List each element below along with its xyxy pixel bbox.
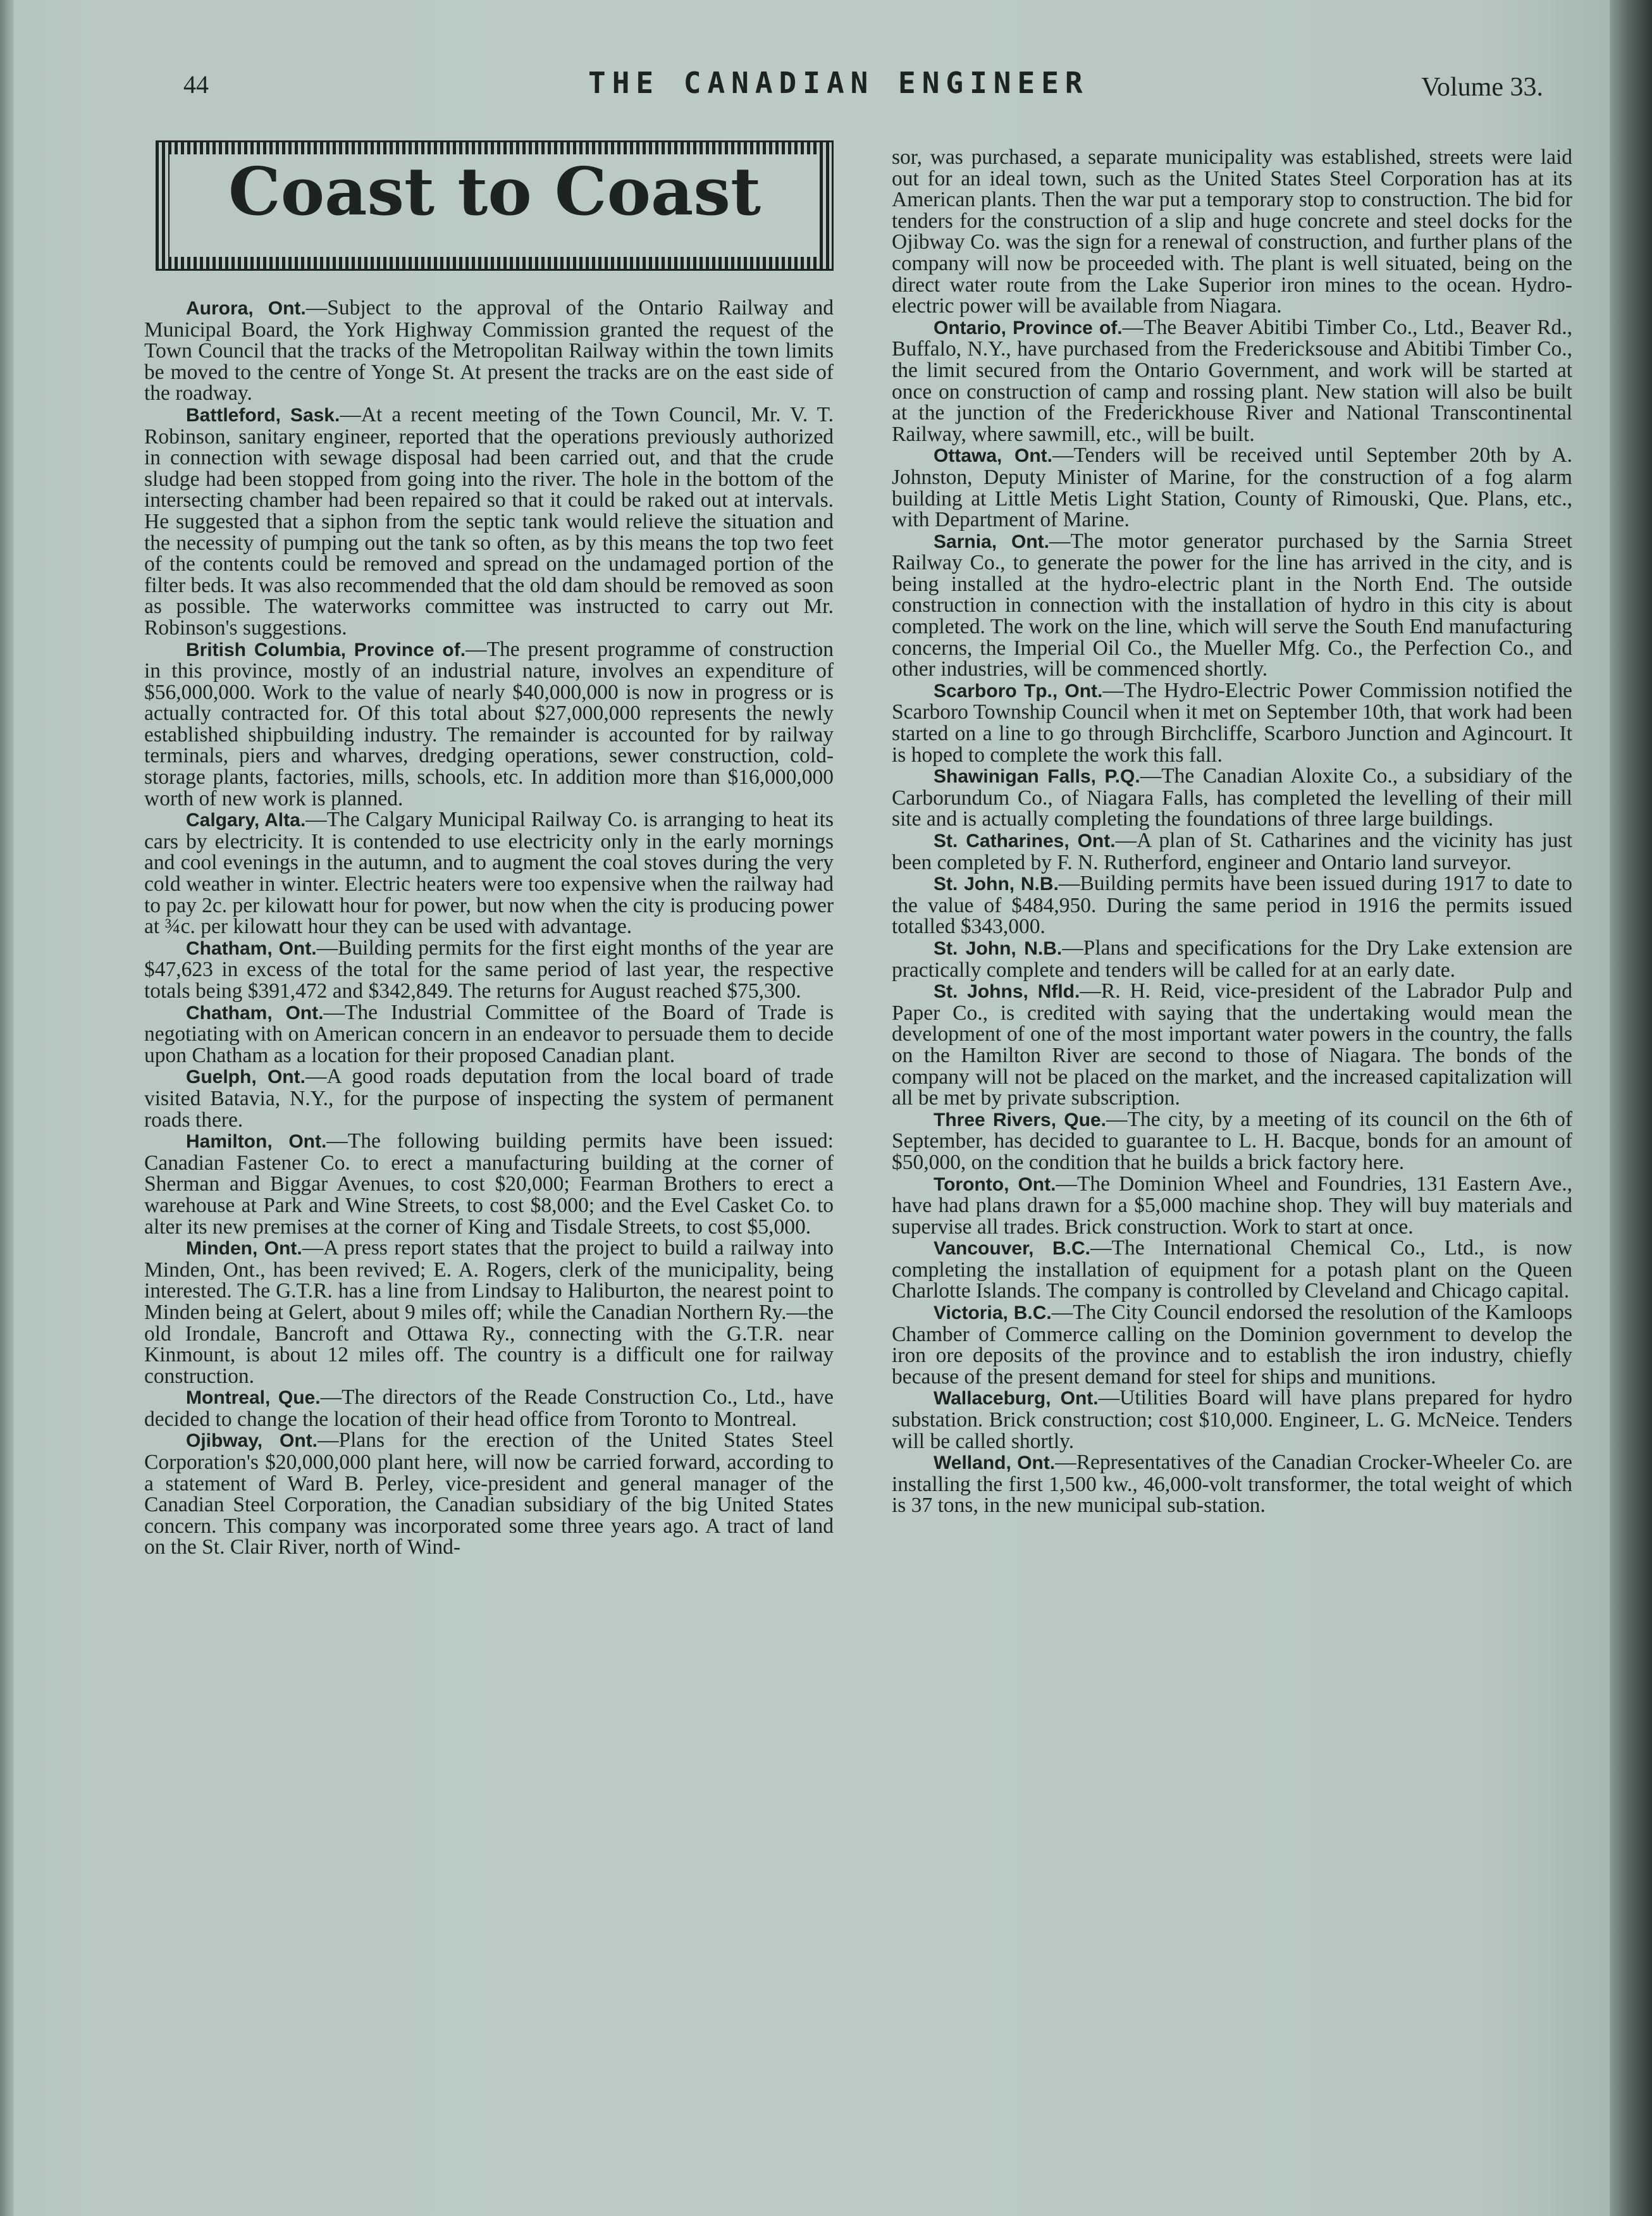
- item-text: —R. H. Reid, vice-president of the Labrador Pulp and Paper Co., is credited with saying that the undertaking would mean the development of one of the most important water powers in the country, the falls on the Hamilton River are second to those of Niagara. The bonds of the company will not be placed on the market, and the increased capitalization will all be met by private subscription.: [892, 979, 1572, 1110]
- page-edge: [1610, 0, 1652, 2216]
- binding-gutter: [0, 0, 14, 2216]
- news-item: [144, 809, 834, 938]
- volume-label: Volume 33.: [1421, 73, 1543, 102]
- news-item: [892, 830, 1572, 873]
- place-name: Montreal, Que.: [186, 1387, 321, 1409]
- news-item: [892, 765, 1572, 830]
- news-item: [144, 1237, 834, 1387]
- item-text: —Representatives of the Canadian Crocker-Wheeler Co. are installing the first 1,500 kw., 46,000-volt transformer, the total weight of which is 37 tons, in the new municipal sub-station.: [892, 1451, 1572, 1518]
- news-item: [144, 1130, 834, 1237]
- item-text: —The directors of the Reade Construction Co., Ltd., have decided to change the location of their head office from Toronto to Montreal.: [144, 1385, 834, 1431]
- item-text: —The Calgary Municipal Railway Co. is arranging to heat its cars by electricity. It is contended to use electricity only in the early mornings and cool evenings in the autumn, and to augment the coal stoves during the very cold weather in winter. Electric heaters were too expensive when the railway had to pay 2c. per kilowatt hour for power, but now when the city is producing power at ¾c. per kilowatt hour they can be used with advantage.: [144, 808, 834, 939]
- journal-title: THE CANADIAN ENGINEER: [588, 66, 1089, 100]
- item-text: —The Beaver Abitibi Timber Co., Ltd., Beaver Rd., Buffalo, N.Y., have purchased from the Fredericksouse and Abitibi Timber Co., the limit secured from the Ontario Government, and work will be started at once on construction of camp and rossing plant. New station will also be built at the junction of the Frederickhouse River and National Transcontinental Railway, where sawmill, etc., will be built.: [892, 315, 1572, 446]
- place-name: St. Johns, Nfld.: [934, 981, 1080, 1003]
- place-name: Shawinigan Falls, P.Q.: [934, 766, 1140, 788]
- news-item: [144, 404, 834, 639]
- place-name: Minden, Ont.: [186, 1238, 302, 1260]
- item-text: —At a recent meeting of the Town Council, Mr. V. T. Robinson, sanitary engineer, reported that the operations previously authorized in connection with sewage disposal had been carried out, and that the crude sludge had been stopped from going into the river. The hole in the bottom of the intersecting chamber had been repaired so that it could be raked out at intervals. He suggested that a siphon from the septic tank would relieve the situation and the necessity of pumping out the tank so often, as by this means the top two feet of the contents could be removed and spread on the undamaged portion of the filter beds. It was also recommended that the old dam should be removed as soon as possible. The waterworks committee was instructed to carry out Mr. Robinson's suggestions.: [144, 402, 834, 640]
- place-name: Hamilton, Ont.: [186, 1131, 327, 1153]
- news-item: [892, 680, 1572, 765]
- item-text: —A plan of St. Catharines and the vicinity has just been completed by F. N. Rutherford, engineer and Ontario land surveyor.: [892, 829, 1572, 874]
- place-name: Ontario, Province of.: [934, 317, 1123, 338]
- item-text: —The Industrial Committee of the Board of Trade is negotiating with on American concern in an endeavor to persuade them to decide upon Chatham as a location for their proposed Canadian plant.: [144, 1000, 834, 1067]
- right-column: [892, 147, 1572, 1516]
- item-text: —The Canadian Aloxite Co., a subsidiary of the Carborundum Co., of Niagara Falls, has completed the levelling of their mill site and is actually completing the foundations of three large buildings.: [892, 764, 1572, 831]
- place-name: Wallaceburg, Ont.: [934, 1388, 1099, 1409]
- section-title: Coast to Coast: [228, 152, 761, 230]
- item-text: —Building permits have been issued during 1917 to date to the value of $484,950. During the same period in 1916 the permits issued totalled $343,000.: [892, 872, 1572, 939]
- place-name: Chatham, Ont.: [186, 938, 317, 959]
- place-name: Three Rivers, Que.: [934, 1109, 1106, 1130]
- place-name: Welland, Ont.: [934, 1452, 1056, 1474]
- news-item: [892, 873, 1572, 938]
- news-item: [144, 1387, 834, 1430]
- item-text: —Plans for the erection of the United States Steel Corporation's $20,000,000 plant here, will now be carried forward, according to a statement of Ward B. Perley, vice-president and general manager of the Canadian Steel Corporation, the Canadian subsidiary of the big United States concern. This company was incorporated some three years ago. A tract of land on the St. Clair River, north of Wind-: [144, 1428, 834, 1559]
- place-name: Vancouver, B.C.: [934, 1238, 1091, 1260]
- item-text: —The Hydro-Electric Power Commission notified the Scarboro Township Council when it met on September 10th, that work had been started on a line to go through Birchcliffe, Scarboro Junction and Agincourt. It is hoped to complete the work this fall.: [892, 678, 1573, 767]
- place-name: Guelph, Ont.: [186, 1067, 305, 1088]
- running-header: [183, 66, 1543, 116]
- place-name: Calgary, Alta.: [186, 810, 306, 831]
- news-item: [144, 1066, 834, 1130]
- item-text: —Building permits for the first eight months of the year are $47,623 in excess of the total for the same period of last year, the respective totals being $391,472 and $342,849. The returns for August reached $75,300.: [144, 936, 834, 1003]
- news-item: [144, 1002, 834, 1067]
- news-item: [892, 1173, 1572, 1238]
- place-name: Chatham, Ont.: [186, 1002, 324, 1024]
- place-name: St. Catharines, Ont.: [934, 831, 1116, 851]
- news-item: [144, 297, 834, 404]
- place-name: Aurora, Ont.: [186, 298, 306, 319]
- news-item: [144, 1430, 834, 1558]
- news-item: [144, 639, 834, 810]
- news-item: [892, 1387, 1572, 1452]
- item-text: —Plans and specifications for the Dry Lake extension are practically complete and tenders will be called for at an early date.: [892, 936, 1573, 982]
- item-text: —A press report states that the project to build a railway into Minden, Ont., has been revived; E. A. Rogers, clerk of the municipality, being interested. The G.T.R. has a line from Lindsay to Haliburton, the nearest point to Minden being at Gelert, about 9 miles off; while the Canadian Northern Ry.—the old Irondale, Bancroft and Ottawa Ry., connecting with the G.T.R. near Kinmount, is about 12 miles off. The country is a difficult one for railway construction.: [144, 1236, 834, 1388]
- place-name: St. John, N.B.: [934, 938, 1063, 959]
- item-text: —The following building permits have been issued: Canadian Fastener Co. to erect a manufacturing building at the corner of Sherman and Biggar Avenues, to cost $20,000; Fearman Brothers to erect a warehouse at Park and Wine Streets, to cost $8,000; and the Evel Casket Co. to alter its new premises at the corner of King and Tisdale Streets, to cost $5,000.: [144, 1129, 834, 1239]
- page-number: 44: [183, 70, 209, 99]
- place-name: Ojibway, Ont.: [186, 1430, 317, 1452]
- item-text: —Utilities Board will have plans prepared for hydro substation. Brick construction; cost $10,000. Engineer, L. G. McNeice. Tenders will be called shortly.: [892, 1386, 1573, 1453]
- place-name: St. John, N.B.: [934, 874, 1059, 895]
- place-name: Victoria, B.C.: [934, 1303, 1052, 1324]
- news-item: [892, 317, 1572, 445]
- left-column: [144, 297, 834, 1558]
- item-text: —The Dominion Wheel and Foundries, 131 Eastern Ave., have had plans drawn for a $5,000 machine shop. They will buy materials and supervise all trades. Brick construction. Work to start at once.: [892, 1172, 1572, 1239]
- place-name: Scarboro Tp., Ont.: [934, 680, 1103, 702]
- item-text: —A good roads deputation from the local board of trade visited Batavia, N.Y., for the purpose of inspecting the system of permanent roads there.: [144, 1065, 834, 1132]
- item-text: —Subject to the approval of the Ontario Railway and Municipal Board, the York Highway Commission granted the request of the Town Council that the tracks of the Metropolitan Railway within the town limits be moved to the centre of Yonge St. At present the tracks are on the east side of the roadway.: [144, 296, 834, 405]
- item-text: —The present programme of construction in this province, mostly of an industrial nature, involves an expenditure of $56,000,000. Work to the value of nearly $40,000,000 is now in progress or is actually contracted for. Of this total about $27,000,000 represents the newly established shipbuilding industry. The remainder is accounted for by railway terminals, piers and wharves, dredging operations, sewer construction, cold-storage plants, factories, mills, schools, etc. In addition more than $16,000,000 worth of new work is planned.: [144, 637, 834, 810]
- news-item: [892, 445, 1572, 530]
- section-banner: [156, 140, 834, 271]
- news-item: [892, 1237, 1572, 1302]
- item-text: —The International Chemical Co., Ltd., is now completing the installation of equipment for a potash plant on the Queen Charlotte Islands. The company is controlled by Cleveland and Chicago capital.: [892, 1236, 1572, 1303]
- news-item: [892, 1452, 1572, 1516]
- news-item: [892, 938, 1572, 981]
- news-item: [892, 981, 1572, 1109]
- continued-text: sor, was purchased, a separate municipality was established, streets were laid out for an ideal town, such as the United States Steel Corporation has at its American plants. Then the war put a temporary stop to construction. The bid for tenders for the construction of a slip and huge concrete and steel docks for the Ojibway Co. was the sign for a renewal of construction, and further plans of the company will now be proceeded with. The plant is well situated, being on the direct water route from the Lake Superior iron mines to the ocean. Hydro-electric power will be available from Niagara.: [892, 145, 1572, 318]
- item-text: —The City Council endorsed the resolution of the Kamloops Chamber of Commerce calling on the Dominion government to develop the iron ore deposits of the province and to establish the iron industry, chiefly because of the present demand for steel for ships and munitions.: [892, 1301, 1572, 1389]
- place-name: British Columbia, Province of.: [186, 639, 466, 660]
- item-text: —The city, by a meeting of its council on the 6th of September, has decided to guarantee to L. H. Bacque, bonds for an amount of $50,000, on the condition that he builds a brick factory here.: [892, 1107, 1573, 1174]
- place-name: Sarnia, Ont.: [934, 531, 1049, 552]
- item-text: —Tenders will be received until September 20th by A. Johnston, Deputy Minister of Marine, for the construction of a fog alarm building at Little Metis Light Station, County of Rimouski, Que. Plans, etc., with Department of Marine.: [892, 443, 1572, 532]
- news-item: [892, 1109, 1572, 1173]
- news-item: [892, 1302, 1572, 1387]
- item-text: —The motor generator purchased by the Sarnia Street Railway Co., to generate the power for the line has arrived in the city, and is being installed at the hydro-electric plant in the North End. The outside construction in connection with the installation of hydro in this city is about completed. The work on the line, which will serve the South End manufacturing concerns, the Imperial Oil Co., the Mueller Mfg. Co., the Perfection Co., and other industries, will be commenced shortly.: [892, 529, 1572, 681]
- news-item: [144, 938, 834, 1002]
- place-name: Toronto, Ont.: [934, 1173, 1056, 1195]
- place-name: Ottawa, Ont.: [934, 445, 1052, 467]
- place-name: Battleford, Sask.: [186, 404, 340, 426]
- news-item: [892, 531, 1572, 680]
